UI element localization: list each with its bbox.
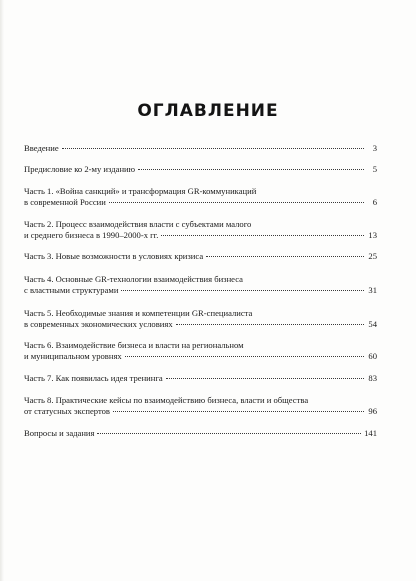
toc-entry-title: Часть 3. Новые возможности в условиях кризиса: [24, 251, 204, 261]
toc-entry-questions: [24, 428, 377, 439]
toc-page-number: 5: [372, 164, 377, 174]
toc-page-number: 141: [364, 428, 377, 438]
dot-leader: [125, 356, 364, 357]
dot-leader: [97, 433, 361, 434]
toc-entry-line: [24, 319, 377, 330]
toc-entry-title-cont: с властными структурами: [24, 285, 119, 295]
toc-entry-part-7: [24, 373, 377, 384]
toc-entry-line: [24, 251, 377, 262]
dot-leader: [109, 202, 364, 203]
toc-entry-title: Часть 5. Необходимые знания и компетенции GR-специалиста: [24, 308, 253, 318]
toc-entry-title: Вопросы и задания: [24, 428, 95, 438]
toc-entry-title-cont: и среднего бизнеса в 1990–2000-х гг.: [24, 230, 159, 240]
dot-leader: [121, 290, 364, 291]
toc-entry-part-6: [24, 340, 377, 362]
toc-page-number: 3: [372, 143, 377, 153]
toc-page-number: 6: [372, 197, 377, 207]
toc-entry-preface: [24, 164, 377, 175]
toc-page-number: 13: [368, 230, 377, 240]
toc-entry-title-cont: в современных экономических условиях: [24, 319, 173, 329]
toc-entry-title: Часть 8. Практические кейсы по взаимодействию бизнеса, власти и общества: [24, 395, 309, 405]
toc-entry-title: Часть 1. «Война санкций» и трансформация GR-коммуникаций: [24, 186, 257, 196]
toc-entry-part-1: [24, 186, 377, 208]
toc-entry-line: [24, 197, 377, 208]
page-title: ОГЛАВЛЕНИЕ: [137, 101, 279, 121]
toc-entry-title: Предисловие ко 2-му изданию: [24, 164, 136, 174]
toc-entry-title: Часть 6. Взаимодействие бизнеса и власти на региональном: [24, 340, 244, 350]
dot-leader: [206, 256, 364, 257]
dot-leader: [138, 169, 364, 170]
toc-entry-line: [24, 406, 377, 417]
toc-entry-title-cont: в современной России: [24, 197, 106, 207]
toc-page-number: 54: [368, 319, 377, 329]
toc-entry-introduction: [24, 143, 377, 154]
toc-entry-part-8: [24, 395, 377, 417]
toc-page-number: 31: [368, 285, 377, 295]
toc-page-number: 96: [368, 406, 377, 416]
toc-entry-line: [24, 230, 377, 241]
toc-entry-title: Часть 7. Как появилась идея тренинга: [24, 373, 163, 383]
toc-page-number: 25: [368, 251, 377, 261]
dot-leader: [62, 148, 364, 149]
toc-entry-part-4: [24, 274, 377, 296]
toc-entry-line: [24, 428, 377, 439]
toc-entry-line: [24, 373, 377, 384]
toc-entry-title-cont: и муниципальном уровнях: [24, 351, 122, 361]
toc-entry-title: Введение: [24, 143, 59, 153]
toc-page-number: 83: [368, 373, 377, 383]
dot-leader: [176, 324, 364, 325]
toc-entry-line: [24, 351, 377, 362]
dot-leader: [166, 378, 364, 379]
toc-entry-title: Часть 2. Процесс взаимодействия власти с субъектами малого: [24, 219, 252, 229]
toc-entry-line: [24, 143, 377, 154]
dot-leader: [113, 411, 364, 412]
toc-page-number: 60: [368, 351, 377, 361]
toc-entry-part-5: [24, 308, 377, 330]
toc-entry-line: [24, 285, 377, 296]
dot-leader: [161, 235, 364, 236]
toc-entry-title: Часть 4. Основные GR-технологии взаимодействия бизнеса: [24, 274, 243, 284]
toc-entry-title-cont: от статусных экспертов: [24, 406, 110, 416]
toc-entry-part-3: [24, 251, 377, 262]
toc-entry-part-2: [24, 219, 377, 241]
toc-entry-line: [24, 164, 377, 175]
